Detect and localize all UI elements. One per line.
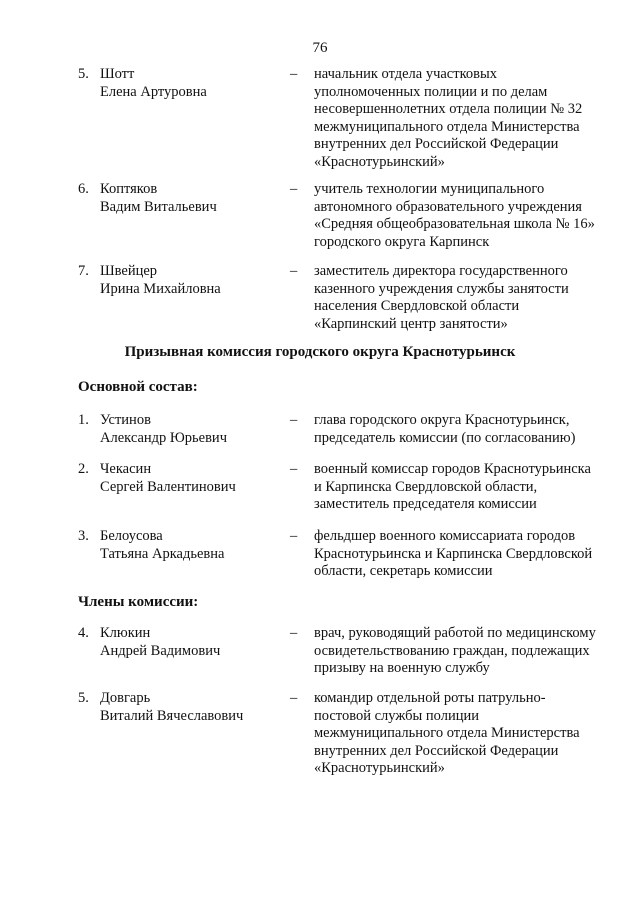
description-line: «Карпинский центр занятости» xyxy=(314,315,508,332)
given-name: Вадим Витальевич xyxy=(100,198,217,215)
description-line: автономного образовательного учреждения xyxy=(314,198,582,215)
description-line: и Карпинска Свердловской области, xyxy=(314,478,538,495)
position-description xyxy=(314,66,614,171)
surname: Белоусова xyxy=(100,528,163,544)
description-line: внутренних дел Российской Федерации xyxy=(314,742,559,759)
item-number: 6. xyxy=(78,181,89,197)
description-line: межмуниципального отдела Министерства xyxy=(314,725,580,741)
surname: Коптяков xyxy=(100,181,158,197)
item-number: 4. xyxy=(78,625,89,641)
position-description xyxy=(314,181,614,251)
position-description xyxy=(314,625,614,678)
surname: Швейцер xyxy=(100,263,158,279)
dash: – xyxy=(290,263,298,279)
position-description xyxy=(314,461,614,514)
surname: Устинов xyxy=(100,412,151,428)
description-line: глава городского округа Краснотурьинск, xyxy=(314,412,570,428)
section-title: Призывная комиссия городского округа Краснотурьинск xyxy=(124,344,516,360)
description-line: председатель комиссии (по согласованию) xyxy=(314,429,576,446)
person-name xyxy=(100,528,290,581)
description-line: несовершеннолетних отдела полиции № 32 xyxy=(314,101,583,117)
list-item xyxy=(78,461,618,514)
description-line: межмуниципального отдела Министерства xyxy=(314,118,580,135)
person-name xyxy=(100,66,290,171)
description-line: уполномоченных полиции и по делам xyxy=(314,83,548,100)
position-description xyxy=(314,263,614,333)
description-line: фельдшер военного комиссариата городов xyxy=(314,528,576,544)
given-name: Андрей Вадимович xyxy=(100,642,221,659)
given-name: Татьяна Аркадьевна xyxy=(100,545,225,562)
description-line: начальник отдела участковых xyxy=(314,66,497,82)
description-line: военный комиссар городов Краснотурьинска xyxy=(314,461,591,477)
position-description xyxy=(314,528,614,581)
description-line: населения Свердловской области xyxy=(314,298,520,314)
page-number: 76 xyxy=(312,40,328,56)
description-line: заместитель председателя комиссии xyxy=(314,496,537,512)
dash: – xyxy=(290,690,298,706)
person-name xyxy=(100,461,290,514)
description-line: призыву на военную службу xyxy=(314,660,490,676)
list-item xyxy=(78,263,618,333)
person-name xyxy=(100,412,290,447)
given-name: Александр Юрьевич xyxy=(100,429,227,446)
item-number: 1. xyxy=(78,412,89,428)
given-name: Сергей Валентинович xyxy=(100,478,236,495)
description-line: казенного учреждения службы занятости xyxy=(314,280,569,297)
item-number: 7. xyxy=(78,263,89,279)
dash: – xyxy=(290,461,298,477)
description-line: области, секретарь комиссии xyxy=(314,563,493,579)
dash: – xyxy=(290,181,298,197)
main-composition-heading: Основной состав: xyxy=(78,379,198,395)
list-item xyxy=(78,181,618,251)
person-name xyxy=(100,181,290,251)
person-name xyxy=(100,625,290,678)
given-name: Ирина Михайловна xyxy=(100,280,221,297)
item-number: 5. xyxy=(78,66,89,82)
description-line: Краснотурьинска и Карпинска Свердловской xyxy=(314,545,593,562)
surname: Шотт xyxy=(100,66,135,82)
given-name: Елена Артуровна xyxy=(100,83,207,100)
description-line: «Краснотурьинский» xyxy=(314,760,445,776)
surname: Клюкин xyxy=(100,625,151,641)
surname: Довгарь xyxy=(100,690,151,706)
given-name: Виталий Вячеславович xyxy=(100,707,244,724)
description-line: врач, руководящий работой по медицинскому xyxy=(314,625,596,641)
description-line: командир отдельной роты патрульно- xyxy=(314,690,546,706)
person-name xyxy=(100,690,290,778)
description-line: учитель технологии муниципального xyxy=(314,181,545,197)
description-line: городского округа Карпинск xyxy=(314,233,490,250)
dash: – xyxy=(290,66,298,82)
item-number: 5. xyxy=(78,690,89,706)
list-item xyxy=(78,690,618,778)
item-number: 2. xyxy=(78,461,89,477)
list-item xyxy=(78,528,618,581)
description-line: освидетельствованию граждан, подлежащих xyxy=(314,642,590,659)
position-description xyxy=(314,690,614,778)
dash: – xyxy=(290,528,298,544)
description-line: постовой службы полиции xyxy=(314,707,479,724)
description-line: «Краснотурьинский» xyxy=(314,153,445,170)
item-number: 3. xyxy=(78,528,89,544)
description-line: заместитель директора государственного xyxy=(314,263,568,279)
members-heading: Члены комиссии: xyxy=(78,594,199,610)
surname: Чекасин xyxy=(100,461,152,477)
list-item xyxy=(78,412,618,447)
description-line: «Средняя общеобразовательная школа № 16» xyxy=(314,216,595,232)
description-line: внутренних дел Российской Федерации xyxy=(314,136,559,152)
list-item xyxy=(78,66,618,171)
position-description xyxy=(314,412,614,447)
dash: – xyxy=(290,412,298,428)
dash: – xyxy=(290,625,298,641)
person-name xyxy=(100,263,290,333)
list-item xyxy=(78,625,618,678)
